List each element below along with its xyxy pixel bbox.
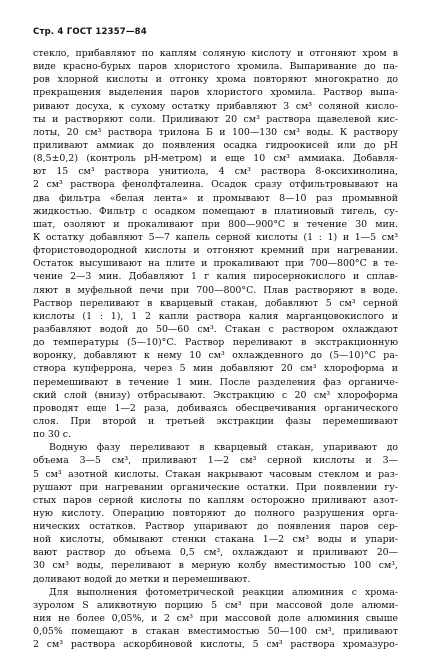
text-line: вают раствор до объема 0,5 см³, охлаждают и приливают 20— xyxy=(33,547,398,559)
text-line: до температуры (5—10)°С. Раствор переливают в экстракционную xyxy=(33,337,398,349)
text-line: перемешивают в течение 1 мин. После разделения фаз органиче- xyxy=(33,376,398,388)
text-line: стекло, прибавляют по каплям соляную кислоту и отгоняют хром в xyxy=(33,48,398,59)
text-line: 5 см³ азотной кислоты. Стакан накрывают часовым стеклом и раз- xyxy=(33,468,398,480)
text-line: жидкостью. Фильтр с осадком помещают в платиновый тигель, су- xyxy=(33,205,398,217)
text-line: чение 2—3 мин. Добавляют 1 г калия пиросернокислого и сплав- xyxy=(33,271,398,283)
text-line: Раствор переливают в кварцевый стакан, добавляют 5 см³ серной xyxy=(33,297,398,309)
text-line: стых паров серной кислоты по каплям осторожно приливают азот- xyxy=(33,494,398,506)
text-line: Водную фазу переливают в кварцевый стакан, упаривают до xyxy=(49,442,398,454)
text-line: 0,05% помещают в стакан вместимостью 50—100 см³, приливают xyxy=(33,626,398,638)
text-line: ной кислоты, обмывают стенки стакана 1—2 см³ воды и упари- xyxy=(33,534,398,546)
page-header: Стр. 4 ГОСТ 12357—84 xyxy=(33,27,147,37)
text-line: шат, озоляют и прокаливают при 800—900°С в течение 30 мин. xyxy=(33,218,398,230)
text-line: ют 15 см³ раствора унитиола, 4 см³ раствора 8-оксихинолина, xyxy=(33,166,398,178)
text-line: ский слой (внизу) отбрасывают. Экстракцию с 20 см³ хлороформа xyxy=(33,389,398,401)
text-line: 30 см³ воды, переливают в мерную колбу вместимостью 100 см³, xyxy=(33,560,398,572)
text-line: приливают аммиак до появления осадка гидроокисей или до pH xyxy=(33,139,398,151)
text-line: Остаток высушивают на плите и прокаливают при 700—800°С в те- xyxy=(33,258,398,270)
text-line: створа купферрона, через 5 мин добавляют 20 см³ хлороформа и xyxy=(33,363,398,375)
text-line: лоты, 20 см³ раствора трилона Б и 100—130 см³ воды. К раствору xyxy=(33,126,398,138)
text-line: 2 см³ раствора аскорбиновой кислоты, 5 см³ раствора хромазуро- xyxy=(33,639,398,651)
text-line: фтористоводородной кислоты и отгоняют кремний при нагревании. xyxy=(33,245,398,257)
text-line: воронку, добавляют к нему 10 см³ охлажденного до (5—10)°С ра- xyxy=(33,350,398,362)
text-line: ты и растворяют соли. Приливают 20 см³ раствора щавелевой кис- xyxy=(33,113,398,125)
text-line: кислоты (1 : 1), 1 2 капли раствора калия марганцовокислого и xyxy=(33,310,398,322)
text-line: Для выполнения фотометрической реакции алюминия с хрома- xyxy=(49,586,398,598)
text-line: ров хлорной кислоты и отгонку хрома повторяют многократно до xyxy=(33,74,398,86)
text-line: нических остатков. Раствор упаривают до появления паров сер- xyxy=(33,521,398,533)
text-line: ривают досуха, к сухому остатку прибавляют 3 см³ соляной кисло- xyxy=(33,100,398,112)
text-line: по 30 с. xyxy=(33,429,72,441)
text-line: прекращения выделения паров хлористого хромила. Раствор выпа- xyxy=(33,87,398,99)
text-line: проводят еще 1—2 раза, добиваясь обесцвечивания органического xyxy=(33,402,398,414)
text-line: объема 3—5 см³, приливают 1—2 см³ серной кислоты и 3— xyxy=(33,455,398,467)
text-line: рушают при нагревании органические остатки. При появлении гу- xyxy=(33,481,398,493)
text-line: разбавляют водой до 50—60 см³. Стакан с раствором охлаждают xyxy=(33,323,398,335)
text-line: ную кислоту. Операцию повторяют до полного разрушения орга- xyxy=(33,507,398,519)
text-line: доливают водой до метки и перемешивают. xyxy=(33,573,251,585)
text-line: два фильтра «белая лента» и промывают 8—10 раз промывной xyxy=(33,192,398,204)
text-line: 2 см³ раствора фенолфталеина. Осадок сразу отфильтровывают на xyxy=(33,179,398,191)
text-line: К остатку добавляют 5—7 капель серной кислоты (1 : 1) и 1—5 см³ xyxy=(33,231,398,243)
text-line: ляют в муфельной печи при 700—800°С. Плав растворяют в воде. xyxy=(33,284,398,296)
text-line: зуролом S аликвотную порцию 5 см³ при массовой доле алюми- xyxy=(33,599,398,611)
body-text xyxy=(33,47,398,651)
text-line: слоя. При второй и третьей экстракции фазы перемешивают xyxy=(33,415,398,427)
text-line: (8,5±0,2) (контроль pH-метром) и еще 10 см³ аммиака. Добавля- xyxy=(33,153,398,165)
text-line: виде красно-бурых паров хлористого хромила. Выпаривание до па- xyxy=(33,61,398,73)
text-line: ния не более 0,05%, и 2 см³ при массовой доле алюминия свыше xyxy=(33,613,398,625)
